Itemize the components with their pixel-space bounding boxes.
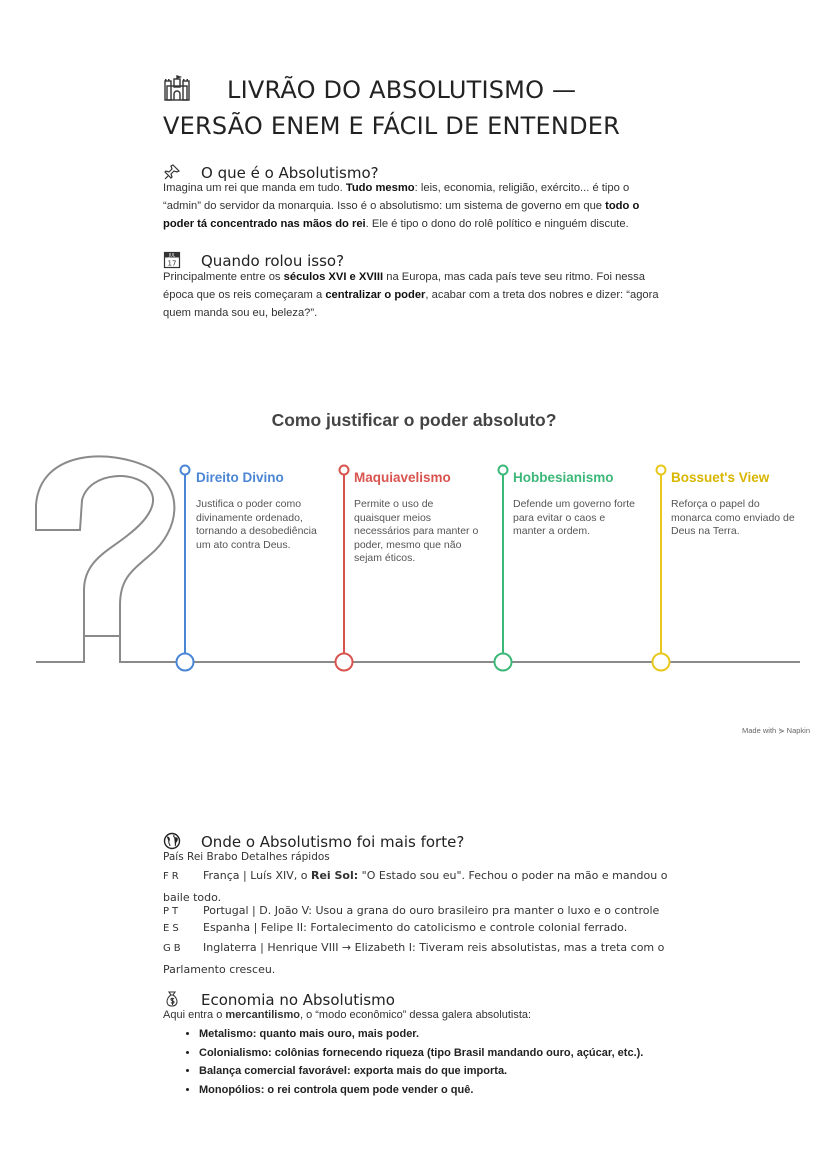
flag-label: FR (163, 871, 182, 882)
item-direito-divino (196, 470, 321, 552)
item-title: Maquiavelismo (354, 470, 451, 485)
calendar-day: 17 (167, 259, 177, 268)
text-run: , acabar com a treta dos nobres e dizer: “agora quem manda sou eu, beleza?”. (163, 289, 659, 319)
flag-label: GB (163, 943, 184, 954)
bullet-item: • Balança comercial favorável: exporta mais do que importa. (199, 1062, 643, 1081)
text-run: Aqui entra o (163, 1009, 226, 1021)
text-run: Principalmente entre os (163, 271, 284, 283)
timeline-base-dot (177, 654, 194, 671)
item-description: Permite o uso de quaisquer meios necessários para manter o poder, mesmo que não sejam éticos. (354, 498, 479, 564)
text-run: na Europa, mas cada país teve seu ritmo. Foi nessa época que os reis começaram a (163, 271, 645, 301)
title-line-1 (163, 72, 683, 108)
text-run: Imagina um rei que manda em tudo. (163, 182, 346, 194)
item-description: Defende um governo forte para evitar o caos e manter a ordem. (513, 498, 635, 537)
paragraph-when (163, 268, 668, 322)
text-run: . Ele é tipo o dono do rolê político e ninguém discute. (365, 218, 629, 230)
section-heading-where (163, 832, 464, 851)
title-line-2: VERSÃO ENEM E FÁCIL DE ENTENDER (163, 112, 620, 140)
timeline-top-dot (181, 466, 190, 475)
economy-intro (163, 1009, 531, 1021)
row-text: Portugal | D. João V: Usou a grana do ouro brasileiro pra manter o luxo e o controle (203, 904, 660, 917)
timeline-top-dot (499, 466, 508, 475)
paragraph-what (163, 179, 668, 233)
title-text-1: LIVRÃO DO ABSOLUTISMO — (227, 76, 577, 104)
question-mark-shape (36, 456, 174, 636)
item-maquiavelismo (354, 470, 479, 566)
question-mark-icon (36, 636, 800, 662)
section-heading-where-text: Onde o Absolutismo foi mais forte? (201, 833, 465, 851)
bullet-item: • Monopólios: o rei controla quem pode vender o quê. (199, 1081, 643, 1100)
item-title: Direito Divino (196, 470, 284, 485)
flag-label: ES (163, 923, 182, 934)
table-row-spain (163, 917, 668, 939)
section-heading-economy (163, 990, 395, 1009)
item-title: Bossuet's View (671, 470, 770, 485)
timeline-top-dot (657, 466, 666, 475)
row-text: França | Luís XIV, o (203, 869, 311, 882)
section-heading-economy-text: Economia no Absolutismo (201, 991, 395, 1009)
row-text: Espanha | Felipe II: Fortalecimento do catolicismo e controle colonial ferrado. (203, 921, 628, 934)
table-header: País Rei Brabo Detalhes rápidos (163, 851, 330, 863)
section-heading-when-text: Quando rolou isso? (201, 252, 345, 270)
economy-bullets (163, 1025, 643, 1099)
item-description: Justifica o poder como divinamente ordenado, tornando a desobediência um ato contra Deus. (196, 498, 317, 551)
bold-run: séculos XVI e XVIII (283, 271, 384, 283)
calendar-icon (163, 251, 181, 269)
timeline-base-dot (495, 654, 512, 671)
calendar-month: JUL (168, 252, 176, 258)
section-heading-what-text: O que é o Absolutismo? (201, 164, 379, 182)
timeline-top-dot (340, 466, 349, 475)
row-text: "O Estado sou eu". Fechou o poder na mão e mandou o baile todo. (163, 869, 668, 904)
bold-run: mercantilismo (225, 1009, 300, 1021)
infographic-title: Como justificar o poder absoluto? (271, 410, 557, 430)
napkin-credit: Made with ⋟ Napkin (742, 726, 810, 735)
flag-label: PT (163, 906, 182, 917)
timeline-base-dot (653, 654, 670, 671)
bullet-item: • Metalismo: quanto mais ouro, mais poder. (199, 1025, 643, 1044)
row-bold: Rei Sol: (310, 869, 359, 882)
timeline-base-dot (336, 654, 353, 671)
castle-icon (163, 75, 193, 101)
item-hobbesianismo (513, 470, 638, 539)
bold-run: centralizar o poder (325, 289, 426, 301)
text-run: , o “modo econômico” dessa galera absolutista: (299, 1009, 532, 1021)
row-text: Inglaterra | Henrique VIII → Elizabeth I: Tiveram reis absolutistas, mas a treta com o Parlamento cresceu. (163, 941, 665, 976)
table-row-england (163, 937, 668, 980)
item-description: Reforça o papel do monarca como enviado de Deus na Terra. (671, 498, 795, 537)
document-title (163, 72, 683, 144)
text-run: : leis, economia, religião, exército... é tipo o “admin” do servidor da monarquia. Isso é o absolutismo: um sistema de governo em que (163, 182, 630, 212)
bold-run: todo o poder tá concentrado nas mãos do rei (163, 200, 640, 230)
item-title: Hobbesianismo (513, 470, 614, 485)
globe-icon (163, 832, 181, 850)
bold-run: Tudo mesmo (345, 182, 415, 194)
money-bag-icon (163, 990, 181, 1008)
bullet-item: • Colonialismo: colônias fornecendo riqueza (tipo Brasil mandando ouro, açúcar, etc.). (199, 1044, 643, 1063)
item-bossuet (671, 470, 796, 539)
